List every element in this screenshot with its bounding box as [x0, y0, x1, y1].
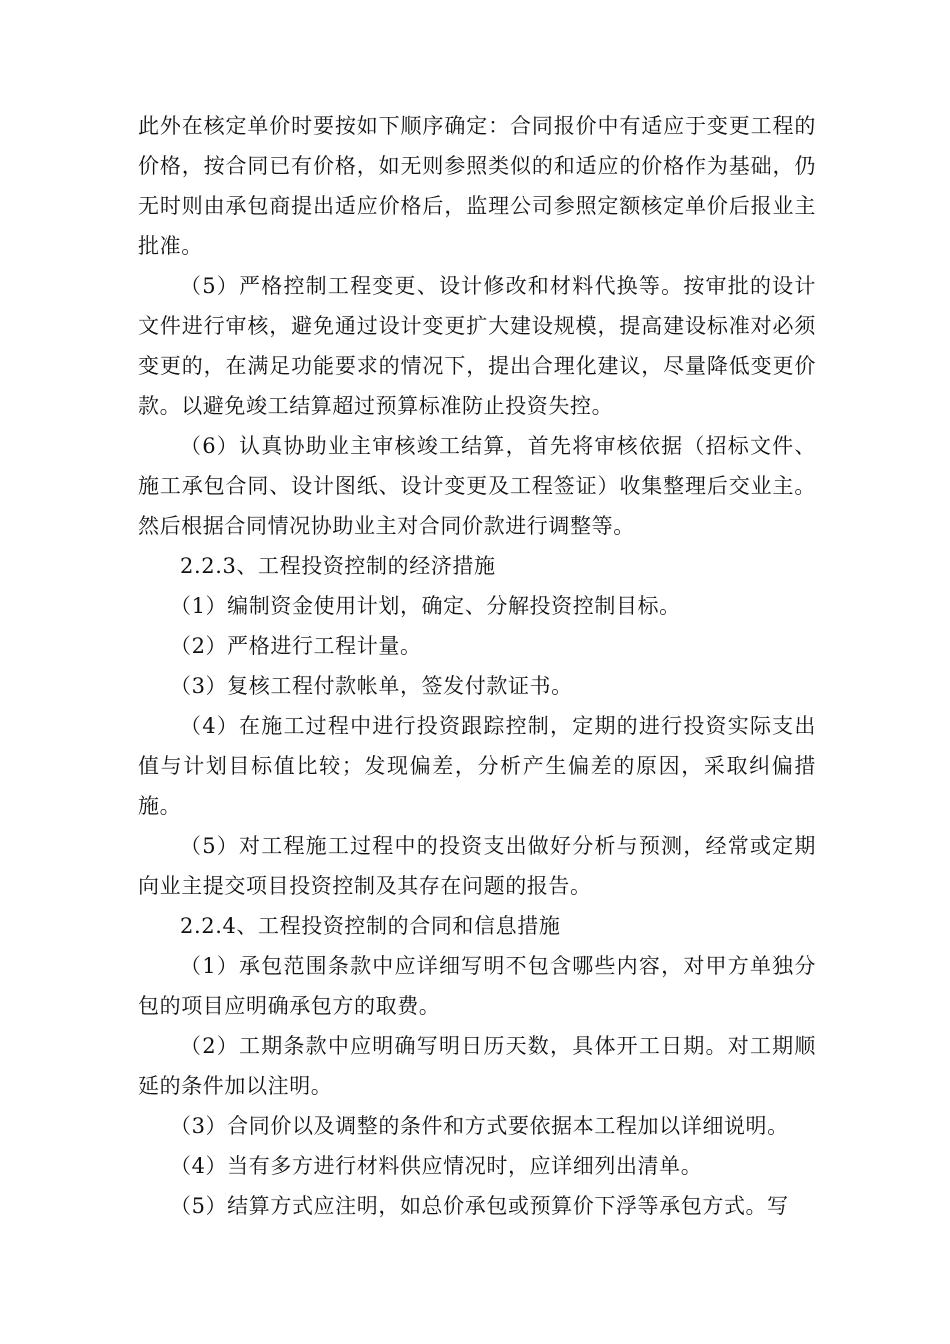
list-item-economic-5: （5）对工程施工过程中的投资支出做好分析与预测，经常或定期向业主提交项目投资控制及其存在问题的报告。	[138, 834, 816, 898]
list-item-contract-1: （1）承包范围条款中应详细写明不包含哪些内容，对甲方单独分包的项目应明确承包方的取费。	[138, 954, 816, 1018]
paragraph-unit-price-order: 此外在核定单价时要按如下顺序确定：合同报价中有适应于变更工程的价格，按合同已有价格，如无则参照类似的和适应的价格作为基础，仍无时则由承包商提出适应价格后，监理公司参照定额核定单价后报业主批准。	[138, 114, 816, 258]
list-item-economic-4: （4）在施工过程中进行投资跟踪控制，定期的进行投资实际支出值与计划目标值比较；发现偏差，分析产生偏差的原因，采取纠偏措施。	[138, 714, 816, 818]
section-heading-economic-measures: 2.2.3、工程投资控制的经济措施	[180, 554, 496, 578]
paragraph-change-control: （5）严格控制工程变更、设计修改和材料代换等。按审批的设计文件进行审核，避免通过设计变更扩大建设规模，提高建设标准对必须变更的，在满足功能要求的情况下，提出合理化建议，尽量降低变更价款。以避免竣工结算超过预算标准防止投资失控。	[138, 274, 816, 418]
list-item-economic-1: （1）编制资金使用计划，确定、分解投资控制目标。	[170, 594, 681, 618]
section-heading-contract-measures: 2.2.4、工程投资控制的合同和信息措施	[180, 914, 561, 938]
list-item-contract-5: （5）结算方式应注明，如总价承包或预算价下浮等承包方式。写	[170, 1194, 789, 1218]
list-item-contract-4: （4）当有多方进行材料供应情况时，应详细列出清单。	[170, 1154, 703, 1178]
paragraph-final-settlement: （6）认真协助业主审核竣工结算，首先将审核依据（招标文件、施工承包合同、设计图纸、设计变更及工程签证）收集整理后交业主。然后根据合同情况协助业主对合同价款进行调整等。	[138, 434, 816, 538]
document-body	[138, 106, 816, 1226]
list-item-contract-3: （3）合同价以及调整的条件和方式要依据本工程加以详细说明。	[170, 1114, 789, 1138]
list-item-economic-3: （3）复核工程付款帐单，签发付款证书。	[170, 674, 573, 698]
list-item-contract-2: （2）工期条款中应明确写明日历天数，具体开工日期。对工期顺延的条件加以注明。	[138, 1034, 816, 1098]
list-item-economic-2: （2）严格进行工程计量。	[170, 634, 422, 658]
